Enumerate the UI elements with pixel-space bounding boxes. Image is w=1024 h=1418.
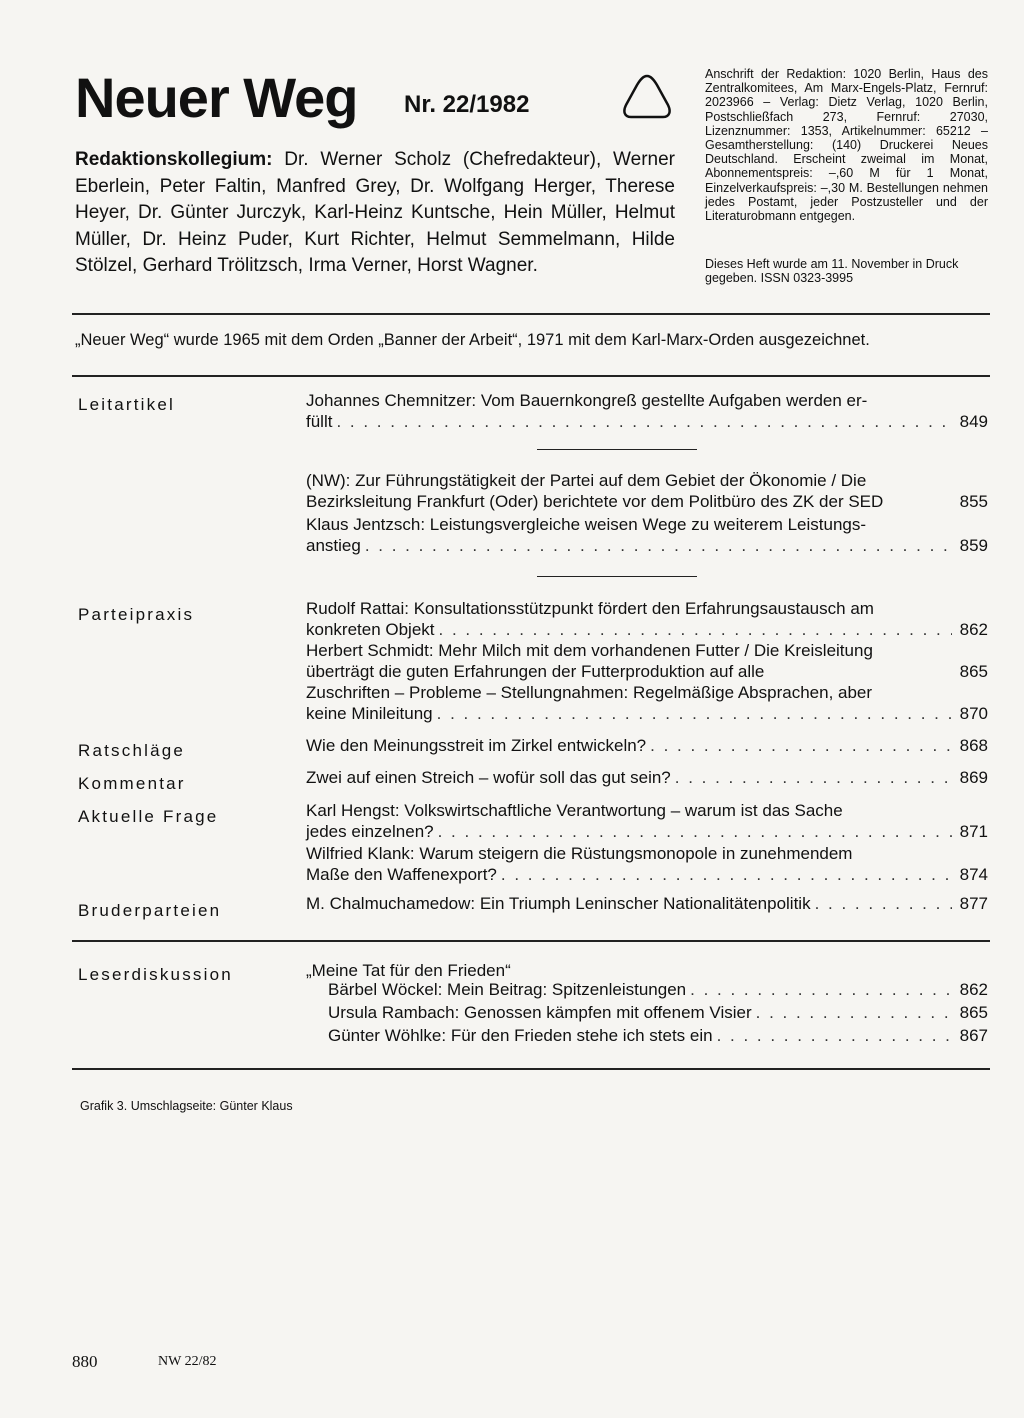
- footer-label: NW 22/82: [158, 1354, 217, 1369]
- toc-page-number: 862: [959, 980, 988, 999]
- section-leserdiskussion: Leserdiskussion: [78, 965, 233, 984]
- print-date-note: Dieses Heft wurde am 11. November in Druck gegeben. ISSN 0323-3995: [705, 257, 959, 286]
- toc-page-number: 859: [959, 536, 988, 555]
- publisher-address: Anschrift der Redaktion: 1020 Berlin, Haus des Zentralkomitees, Am Marx-Engels-Platz, Fernruf: 2023966 – Verlag: Dietz Verlag, 1020 Berlin, Postschließfach 273, Fernruf: 27030, Lizenznummer: 1353, Artikelnummer: 65212 – Gesamtherstellung: (140) Druckerei Neues Deutschland. Erscheint zweimal im Monat, Abonnementspreis: –,60 M für 1 Monat, Einzelverkaufspreis: –,30 M. Bestellungen nehmen jedes Postamt, jeder Postzusteller und der Literaturobmann entgegen.: [705, 67, 988, 224]
- toc-page-number: 869: [959, 768, 988, 787]
- leader-dots: [650, 735, 952, 756]
- toc-entry-title-cont: überträgt die guten Erfahrungen der Futterproduktion auf alle: [306, 662, 765, 681]
- leader-dots: [675, 767, 952, 788]
- toc-series-title: „Meine Tat für den Frieden“: [306, 961, 511, 980]
- toc-entry-title-cont: füllt: [306, 412, 333, 431]
- toc-entry[interactable]: [306, 390, 988, 432]
- toc-entry-title: Klaus Jentzsch: Leistungsvergleiche weisen Wege zu weiterem Leistungs-: [306, 515, 867, 534]
- toc-entry-title: Rudolf Rattai: Konsultationsstützpunkt fördert den Erfahrungsaustausch am: [306, 599, 874, 618]
- toc-page-number: 855: [959, 492, 988, 511]
- toc-page-number: 865: [959, 662, 988, 681]
- toc-entry[interactable]: [306, 514, 988, 556]
- toc-entry[interactable]: [328, 1025, 988, 1046]
- leader-dots: [501, 864, 952, 885]
- editorial-board: [75, 147, 675, 280]
- graphic-credit: Grafik 3. Umschlagseite: Günter Klaus: [80, 1099, 293, 1113]
- toc-entry-title: Karl Hengst: Volkswirtschaftliche Verantwortung – warum ist das Sache: [306, 801, 843, 820]
- section-ratschlaege: Ratschläge: [78, 741, 186, 760]
- short-divider: [537, 449, 697, 450]
- toc-entry-title: Zwei auf einen Streich – wofür soll das gut sein?: [306, 768, 671, 787]
- toc-page-number: 877: [959, 894, 988, 913]
- toc-entry[interactable]: [306, 843, 988, 885]
- section-leitartikel: Leitartikel: [78, 395, 175, 414]
- toc-entry-title: (NW): Zur Führungstätigkeit der Partei auf dem Gebiet der Ökonomie / Die: [306, 471, 867, 490]
- toc-page-number: 874: [959, 865, 988, 884]
- toc-page-number: 862: [959, 620, 988, 639]
- toc-entry-title: Herbert Schmidt: Mehr Milch mit dem vorhandenen Futter / Die Kreisleitung: [306, 641, 873, 660]
- leader-dots: [365, 535, 952, 556]
- leader-dots: [815, 893, 952, 914]
- toc-subheading: [306, 960, 988, 981]
- leader-dots: [336, 411, 952, 432]
- toc-entry-title-cont: keine Minileitung: [306, 704, 433, 723]
- toc-entry[interactable]: [328, 1002, 988, 1023]
- toc-entry[interactable]: [306, 767, 988, 788]
- toc-entry[interactable]: [306, 682, 988, 724]
- editorial-board-label: Redaktionskollegium:: [75, 149, 273, 170]
- leader-dots: [690, 979, 952, 1000]
- toc-entry[interactable]: [328, 979, 988, 1000]
- toc-entry-title: Ursula Rambach: Genossen kämpfen mit offenem Visier: [328, 1003, 752, 1022]
- toc-page-number: 849: [959, 412, 988, 431]
- leader-dots: [439, 619, 952, 640]
- section-aktuelle-frage: Aktuelle Frage: [78, 807, 219, 826]
- toc-entry-title: Johannes Chemnitzer: Vom Bauernkongreß gestellte Aufgaben werden er-: [306, 391, 868, 410]
- award-note: „Neuer Weg“ wurde 1965 mit dem Orden „Banner der Arbeit“, 1971 mit dem Karl-Marx-Orden ausgezeichnet.: [75, 331, 870, 349]
- issue-number: Nr. 22/1982: [404, 91, 530, 118]
- toc-entry-title-cont: konkreten Objekt: [306, 620, 435, 639]
- toc-entry-title: Günter Wöhlke: Für den Frieden stehe ich stets ein: [328, 1026, 713, 1045]
- toc-entry-title: Wilfried Klank: Warum steigern die Rüstungsmonopole in zunehmendem: [306, 844, 853, 863]
- section-parteipraxis: Parteipraxis: [78, 605, 195, 624]
- toc-page-number: 871: [959, 822, 988, 841]
- leader-dots: [717, 1025, 952, 1046]
- toc-page-number: 870: [959, 704, 988, 723]
- page-number: 880: [72, 1352, 98, 1371]
- leader-dots: [437, 703, 952, 724]
- toc-entry[interactable]: [306, 735, 988, 756]
- toc-entry-title: M. Chalmuchamedow: Ein Triumph Leninscher Nationalitätenpolitik: [306, 894, 811, 913]
- toc-page-number: 868: [959, 736, 988, 755]
- divider: [72, 313, 990, 315]
- masthead-title: Neuer Weg: [75, 66, 358, 129]
- leader-dots: [438, 821, 952, 842]
- editorial-board-members: Dr. Werner Scholz (Chefredakteur), Werner Eberlein, Peter Faltin, Manfred Grey, Dr. Wolfgang Herger, Therese Heyer, Dr. Günter Jurczyk, Karl-Heinz Kuntsche, Hein Müller, Helmut Müller, Dr. Heinz Puder, Kurt Richter, Helmut Semmelmann, Hilde Stölzel, Gerhard Trölitzsch, Irma Verner, Horst Wagner.: [75, 149, 675, 276]
- toc-entry[interactable]: [306, 598, 988, 640]
- toc-entry-title-cont: Bezirksleitung Frankfurt (Oder) berichtete vor dem Politbüro des ZK der SED: [306, 492, 884, 511]
- toc-entry-title-cont: anstieg: [306, 536, 361, 555]
- leader-dots: [756, 1002, 952, 1023]
- toc-entry[interactable]: [306, 640, 988, 682]
- toc-entry-title: Wie den Meinungsstreit im Zirkel entwickeln?: [306, 736, 647, 755]
- toc-entry[interactable]: [306, 470, 988, 512]
- triangle-logo-icon: [620, 72, 674, 122]
- toc-entry[interactable]: [306, 800, 988, 842]
- divider: [72, 375, 990, 377]
- toc-page-number: 867: [959, 1026, 988, 1045]
- divider: [72, 940, 990, 942]
- toc-entry-title: Zuschriften – Probleme – Stellungnahmen: Regelmäßige Absprachen, aber: [306, 683, 873, 702]
- toc-entry-title-cont: Maße den Waffenexport?: [306, 865, 497, 884]
- toc-entry-title-cont: jedes einzelnen?: [306, 822, 434, 841]
- section-kommentar: Kommentar: [78, 774, 186, 793]
- divider: [72, 1068, 990, 1070]
- toc-entry-title: Bärbel Wöckel: Mein Beitrag: Spitzenleistungen: [328, 980, 687, 999]
- section-bruderparteien: Bruderparteien: [78, 901, 222, 920]
- toc-entry[interactable]: [306, 893, 988, 914]
- short-divider: [537, 576, 697, 577]
- toc-page-number: 865: [959, 1003, 988, 1022]
